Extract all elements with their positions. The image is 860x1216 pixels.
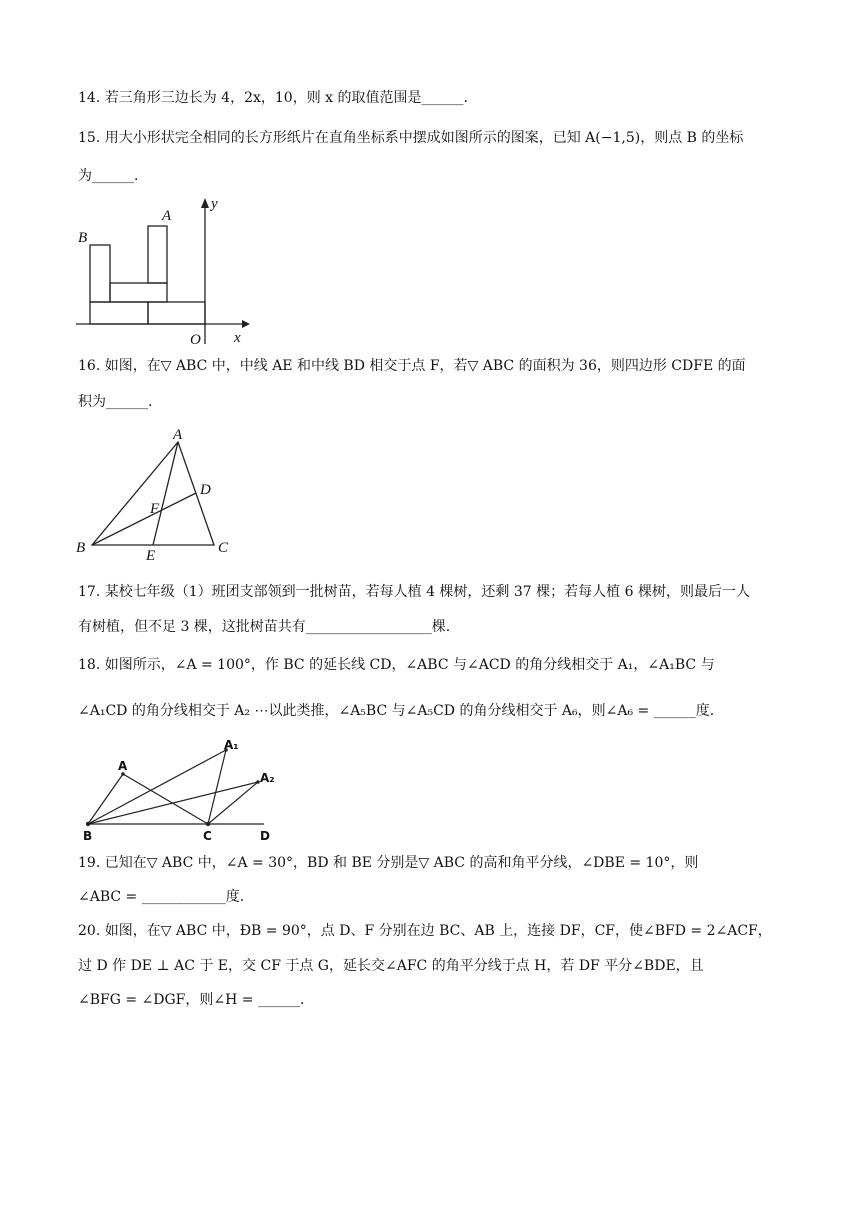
q15-text-line1: 15. 用大小形状完全相同的长方形纸片在直角坐标系中摆成如图所示的图案，已知 A(−1,5)，则点 B 的坐标 <box>78 130 744 146</box>
q15-figure <box>72 192 252 350</box>
segment-ba1 <box>88 750 226 824</box>
x-axis-arrow <box>242 320 250 328</box>
q18-figure <box>78 736 284 846</box>
q16-text-line1: 16. 如图，在▽ ABC 中，中线 AE 和中线 BD 相交于点 F，若▽ ABC 的面积为 36，则四边形 CDFE 的面 <box>78 358 746 374</box>
label-A1: A₁ <box>224 738 239 752</box>
q16-text-line2: 积为______. <box>78 394 153 410</box>
q19-text-line2: ∠ABC = ____________度. <box>78 889 245 905</box>
median-bd <box>92 493 196 545</box>
label-A: A <box>162 208 172 224</box>
q14-text: 14. 若三角形三边长为 4，2x，10，则 x 的取值范围是______. <box>78 90 468 106</box>
label-B: B <box>78 230 88 246</box>
rect-right-vertical <box>148 226 167 283</box>
label-x: x <box>234 330 241 346</box>
rect-bottom-right <box>148 302 205 324</box>
q20-text-line2: 过 D 作 DE ⊥ AC 于 E，交 CF 于点 G，延长交∠AFC 的角平分线于点 H，若 DF 平分∠BDE，且 <box>78 958 704 974</box>
label-O: O <box>190 332 201 348</box>
label-A: A <box>173 427 183 443</box>
label-C: C <box>203 829 212 843</box>
q17-text-line2: 有树植，但不足 3 棵，这批树苗共有__________________棵. <box>78 619 451 635</box>
label-B: B <box>76 540 86 556</box>
segment-ca1 <box>208 750 226 824</box>
label-D: D <box>260 829 270 843</box>
point-b <box>86 822 90 826</box>
label-A2: A₂ <box>260 771 275 785</box>
label-D: D <box>200 482 211 498</box>
label-F: F <box>150 501 160 517</box>
rect-middle <box>110 283 167 302</box>
q19-text-line1: 19. 已知在▽ ABC 中，∠A = 30°，BD 和 BE 分别是▽ ABC 的高和角平分线，∠DBE = 10°，则 <box>78 855 699 871</box>
q17-text-line1: 17. 某校七年级（1）班团支部领到一批树苗，若每人植 4 棵树，还剩 37 棵；若每人植 6 棵树，则最后一人 <box>78 584 750 600</box>
q15-text-line2: 为______. <box>78 168 139 184</box>
label-C: C <box>218 540 229 556</box>
label-B: B <box>83 829 93 843</box>
point-c <box>206 822 210 826</box>
rect-left-vertical <box>90 245 110 302</box>
rect-bottom-left <box>90 302 148 324</box>
label-E: E <box>146 548 156 564</box>
q20-text-line3: ∠BFG = ∠DGF，则∠H = ______. <box>78 992 305 1008</box>
q18-text-line1: 18. 如图所示，∠A = 100°，作 BC 的延长线 CD，∠ABC 与∠ACD 的角分线相交于 A₁，∠A₁BC 与 <box>78 657 715 673</box>
label-y: y <box>211 196 218 212</box>
q20-text-line1: 20. 如图，在▽ ABC 中，ÐB = 90°，点 D、F 分别在边 BC、AB 上，连接 DF，CF，使∠BFD = 2∠ACF， <box>78 923 772 939</box>
y-axis-arrow <box>201 198 209 208</box>
q16-figure <box>72 422 242 564</box>
q18-text-line2: ∠A₁CD 的角分线相交于 A₂ ⋯以此类推，∠A₅BC 与∠A₅CD 的角分线相交于 A₆，则∠A₆ = ______度. <box>78 703 715 719</box>
label-A: A <box>118 759 128 773</box>
